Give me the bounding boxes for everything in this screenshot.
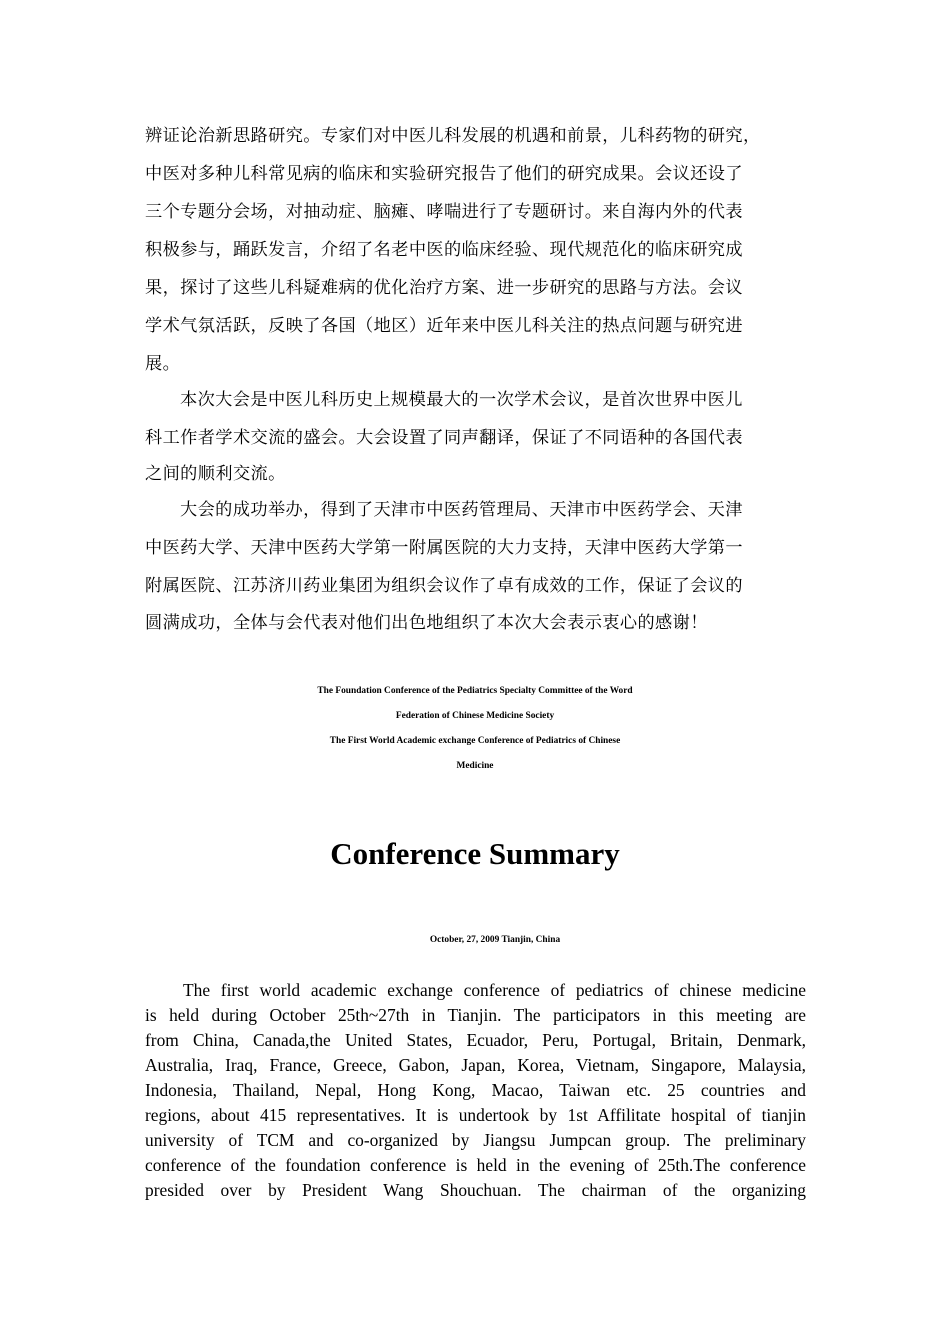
heading-line: Federation of Chinese Medicine Society: [395, 711, 555, 721]
paragraph-line: 之间的顺利交流。: [145, 464, 286, 484]
paragraph-line: 中医对多种儿科常见病的临床和实验研究报告了他们的研究成果。会议还设了: [145, 164, 743, 184]
paragraph-line: 三个专题分会场，对抽动症、脑瘫、哮喘进行了专题研讨。来自海内外的代表: [145, 202, 743, 222]
dateline: October, 27, 2009 Tianjin, China: [429, 935, 561, 945]
paragraph-line: 附属医院、江苏济川药业集团为组织会议作了卓有成效的工作，保证了会议的: [145, 576, 743, 596]
paragraph-line: 辨证论治新思路研究。专家们对中医儿科发展的机遇和前景，儿科药物的研究，: [145, 126, 761, 146]
paragraph-line: 本次大会是中医儿科历史上规模最大的一次学术会议，是首次世界中医儿: [180, 390, 743, 410]
paragraph-line: university of TCM and co-organized by Jiangsu Jumpcan group. The preliminary: [145, 1130, 806, 1150]
paragraph-line: Australia, Iraq, France, Greece, Gabon, Japan, Korea, Vietnam, Singapore, Malaysia,: [145, 1055, 806, 1075]
paragraph-line: Indonesia, Thailand, Nepal, Hong Kong, Macao, Taiwan etc. 25 countries and: [145, 1080, 806, 1100]
paragraph-line: 科工作者学术交流的盛会。大会设置了同声翻译，保证了不同语种的各国代表: [145, 428, 743, 448]
paragraph-line: is held during October 25th~27th in Tianjin. The participators in this meeting are: [145, 1005, 806, 1025]
paragraph-line: The first world academic exchange conference of pediatrics of chinese medicine: [183, 980, 806, 1000]
paragraph-line: 圆满成功，全体与会代表对他们出色地组织了本次大会表示衷心的感谢！: [145, 613, 708, 633]
paragraph-line: presided over by President Wang Shouchuan. The chairman of the organizing: [145, 1180, 806, 1200]
paragraph-line: 学术气氛活跃，反映了各国（地区）近年来中医儿科关注的热点问题与研究进: [145, 316, 743, 336]
heading-line: Medicine: [456, 761, 494, 771]
paragraph-line: 展。: [145, 354, 181, 374]
page-title: Conference Summary: [330, 836, 620, 871]
paragraph-line: regions, about 415 representatives. It is undertook by 1st Affilitate hospital of tianjin: [145, 1105, 806, 1125]
paragraph-line: from China, Canada,the United States, Ecuador, Peru, Portugal, Britain, Denmark,: [145, 1030, 806, 1050]
heading-line: The First World Academic exchange Conference of Pediatrics of Chinese: [329, 736, 621, 746]
paragraph-line: 大会的成功举办，得到了天津市中医药管理局、天津市中医药学会、天津: [180, 500, 743, 520]
paragraph-line: 果，探讨了这些儿科疑难病的优化治疗方案、进一步研究的思路与方法。会议: [145, 278, 743, 298]
paragraph-line: 中医药大学、天津中医药大学第一附属医院的大力支持，天津中医药大学第一: [145, 538, 743, 558]
paragraph-line: conference of the foundation conference is held in the evening of 25th.The conference: [145, 1155, 806, 1175]
paragraph-line: 积极参与，踊跃发言，介绍了名老中医的临床经验、现代规范化的临床研究成: [145, 240, 743, 260]
heading-line: The Foundation Conference of the Pediatrics Specialty Committee of the Word: [317, 686, 633, 696]
